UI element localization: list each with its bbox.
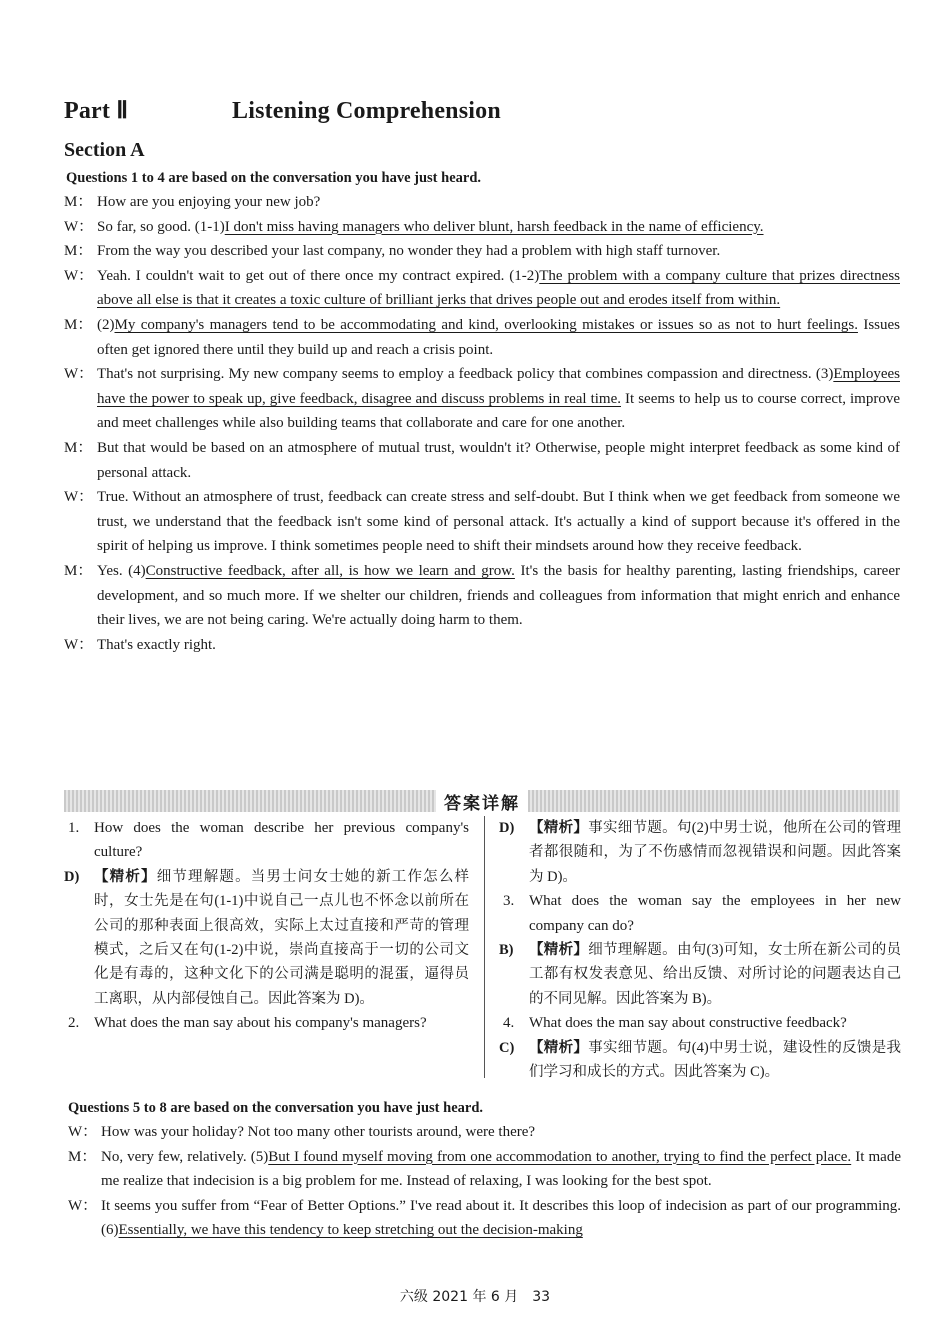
dialog-turn — [64, 239, 900, 264]
speaker-label: W： — [64, 366, 94, 383]
dialog-turn — [64, 190, 900, 215]
dialog-turn — [64, 436, 900, 485]
dialog-turn — [64, 264, 900, 313]
question-number: 4. — [503, 1015, 515, 1032]
question-number: 3. — [503, 893, 515, 910]
question-item — [64, 1011, 469, 1035]
turn-text: From the way you described your last company, no wonder they had a problem with high staff turnover. — [97, 243, 721, 260]
answers-heading: 答案详解 — [436, 789, 528, 814]
turn-text: No, very few, relatively. (5) — [101, 1148, 269, 1165]
turn-text: Yes. (4) — [97, 562, 146, 579]
question-text: What does the woman say the employees in her new company can do? — [529, 893, 901, 934]
question-text: What does the man say about his company's managers? — [94, 1015, 427, 1032]
dialog-turn — [68, 1120, 901, 1145]
underlined-key-sentence: The problem with a company culture that prizes directness above all else is that it creates a toxic culture of brilliant jerks that drives people out and erodes itself from within. — [97, 267, 900, 309]
explanation-text: 事实细节题。句(4)中男士说，建设性的反馈是我们学习和成长的方式。因此答案为 C)。 — [529, 1039, 902, 1081]
underlined-key-sentence: Essentially, we have this tendency to keep stretching out the decision-making — [118, 1222, 583, 1239]
analysis-tag: 【精析】 — [529, 1039, 589, 1056]
speaker-label: W： — [68, 1197, 98, 1214]
questions-5-8-heading: Questions 5 to 8 are based on the conversation you have just heard. — [68, 1100, 484, 1116]
turn-text: That's exactly right. — [97, 636, 216, 653]
dialog-turn — [68, 1145, 901, 1194]
dialog-turn — [64, 313, 900, 362]
question-item — [64, 816, 469, 865]
speaker-label: W： — [64, 489, 94, 506]
dialog-turn — [64, 215, 900, 240]
answer-explanation — [499, 1036, 901, 1085]
turn-text: It made me realize that indecision is a big problem for me. Instead of relaxing, I was looking for the best spot. — [101, 1148, 901, 1190]
speaker-label: W： — [68, 1124, 98, 1140]
turn-text: But that would be based on an atmosphere of mutual trust, wouldn't it? Otherwise, people might interpret feedback as some kind of personal attack. — [97, 439, 900, 481]
turn-text: It seems you suffer from “Fear of Better Options.” I've read about it. It describes this loop of indecision as part of our programming. (6) — [101, 1197, 901, 1239]
question-item — [499, 1011, 901, 1035]
dialog-turn — [64, 559, 900, 633]
answer-letter: C) — [499, 1039, 515, 1056]
analysis-tag: 【精析】 — [529, 942, 589, 959]
turn-text: How was your holiday? Not too many other tourists around, were there? — [101, 1124, 536, 1140]
turn-text: It seems to help us to course correct, improve and meet challenges while also building teams that collaborate and care for one another. — [97, 390, 900, 432]
column-divider — [484, 816, 485, 1078]
answer-letter: D) — [64, 868, 80, 885]
explanation-text: 细节理解题。由句(3)可知，女士所在新公司的员工都有权发表意见、给出反馈、对所讨论的问题表达自己的不同见解。因此答案为 B)。 — [529, 942, 902, 1007]
questions-1-4-heading: Questions 1 to 4 are based on the conversation you have just heard. — [66, 170, 482, 186]
part-heading — [64, 96, 501, 125]
speaker-label: M： — [68, 1148, 97, 1165]
dialog-turn — [64, 362, 900, 436]
answer-explanation — [499, 938, 901, 1011]
question-number: 2. — [68, 1015, 80, 1032]
dialog-turn — [64, 633, 900, 658]
answer-letter: B) — [499, 942, 514, 959]
answer-explanation — [499, 816, 901, 889]
answers-right-column — [499, 816, 901, 1084]
answer-explanation — [64, 865, 469, 1011]
question-text: What does the man say about constructive feedback? — [529, 1015, 847, 1032]
question-number: 1. — [68, 820, 80, 836]
underlined-key-sentence: But I found myself moving from one accommodation to another, trying to find the perfect place. — [268, 1148, 852, 1165]
speaker-label: M： — [64, 194, 93, 210]
speaker-label: W： — [64, 218, 94, 235]
underlined-key-sentence: Employees have the power to speak up, give feedback, disagree and discuss problems in real time. — [97, 366, 900, 407]
speaker-label: M： — [64, 316, 93, 333]
turn-text: That's not surprising. My new company seems to employ a feedback policy that combines compassion and directness. (3) — [97, 366, 834, 383]
conversation-1 — [64, 190, 900, 657]
turn-text: How are you enjoying your new job? — [97, 194, 321, 210]
turn-text: (2) — [97, 316, 115, 333]
question-item — [499, 889, 901, 938]
question-text: How does the woman describe her previous company's culture? — [94, 820, 469, 861]
explanation-text: 事实细节题。句(2)中男士说，他所在公司的管理者都很随和，为了不伤感情而忽视错误和问题。因此答案为 D)。 — [529, 820, 902, 885]
speaker-label: M： — [64, 439, 93, 456]
conversation-2 — [68, 1120, 901, 1243]
speaker-label: M： — [64, 562, 93, 579]
speaker-label: W： — [64, 267, 94, 284]
turn-text: True. Without an atmosphere of trust, feedback can create stress and self-doubt. But I think when we get feedback from someone we trust, we understand that the feedback isn't some kind of personal attack. It's actually a kind of support because it's offered in the spirit of helping us improve. I think sometimes people need to shift their mindsets around how they receive feedback. — [97, 489, 900, 555]
part-title-text: Listening Comprehension — [232, 98, 501, 124]
page-footer: 六级 2021 年 6 月 33 — [399, 1289, 551, 1305]
turn-text: Issues often get ignored there until they build up and reach a crisis point. — [97, 316, 900, 358]
turn-text: It's the basis for healthy parenting, lasting friendships, career development, and so much more. If we shelter our children, friends and colleagues from information that might enrich and enhance their lives, we are not being caring. We're actually doing harm to them. — [97, 562, 900, 629]
speaker-label: W： — [64, 636, 94, 653]
answers-left-column — [64, 816, 469, 1036]
underlined-key-sentence: My company's managers tend to be accommodating and kind, overlooking mistakes or issues so as not to hurt feelings. — [114, 316, 858, 333]
underlined-key-sentence: Constructive feedback, after all, is how we learn and grow. — [145, 562, 515, 579]
answer-letter: D) — [499, 820, 515, 836]
section-title: Section A — [64, 139, 145, 161]
dialog-turn — [64, 485, 900, 559]
part-label: Part Ⅱ — [64, 98, 129, 124]
analysis-tag: 【精析】 — [529, 820, 589, 836]
turn-text: So far, so good. (1-1) — [97, 218, 225, 235]
explanation-text: 细节理解题。当男士问女士她的新工作怎么样时，女士先是在句(1-1)中说自己一点儿也不怀念以前所在公司的那种表面上很高效，实际上太过直接和严苛的管理模式，之后又在句(1-2)中说，崇尚直接高于一切的公司文化是有毒的，这种文化下的公司满是聪明的混蛋，逼得员工离职，从内部侵蚀自己。因此答案为 D)。 — [94, 868, 470, 1007]
answers-divider-bar — [64, 790, 900, 812]
turn-text: Yeah. I couldn't wait to get out of there once my contract expired. (1-2) — [97, 267, 540, 284]
analysis-tag: 【精析】 — [94, 868, 157, 885]
speaker-label: M： — [64, 243, 93, 260]
dialog-turn — [68, 1194, 901, 1243]
underlined-key-sentence: I don't miss having managers who deliver blunt, harsh feedback in the name of efficiency. — [224, 218, 764, 235]
